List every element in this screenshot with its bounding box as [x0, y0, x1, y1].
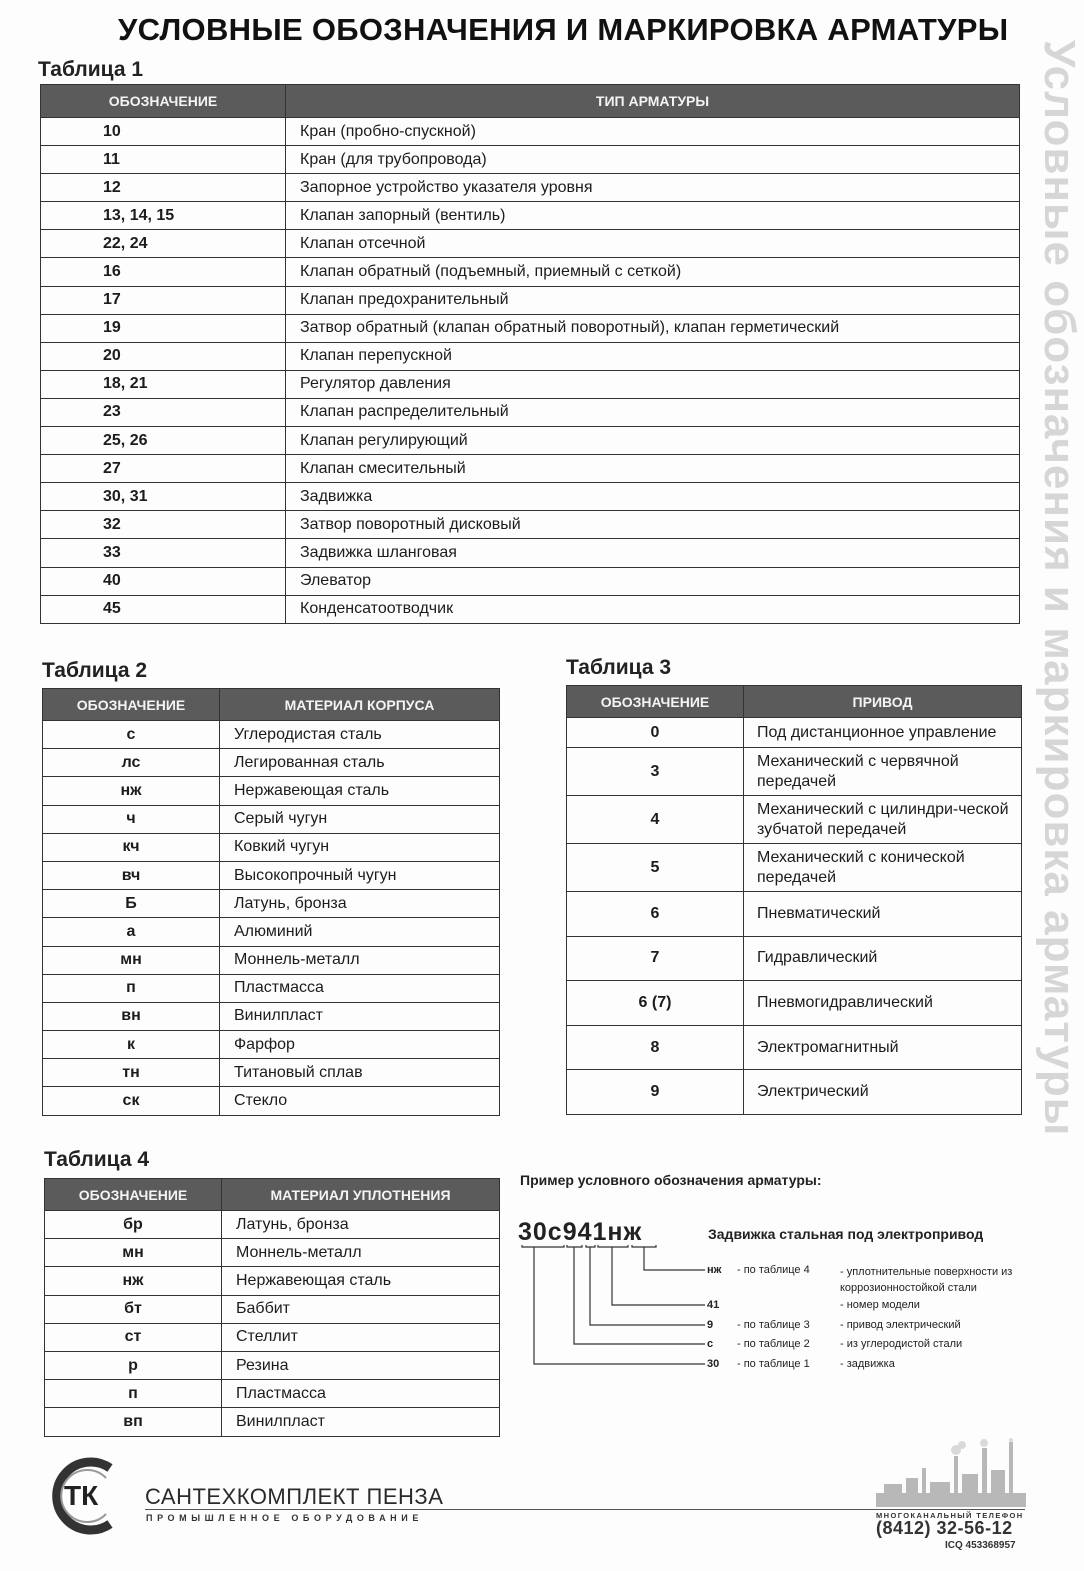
table-row — [41, 567, 1020, 595]
code-cell: 20 — [41, 342, 286, 370]
icq-number: ICQ 453368957 — [945, 1540, 1016, 1551]
table-row — [43, 777, 500, 805]
table-row — [567, 936, 1022, 981]
table-row — [43, 861, 500, 889]
description-cell: Клапан запорный (вентиль) — [286, 202, 1020, 230]
company-name: САНТЕХКОМПЛЕКТ ПЕНЗА — [145, 1484, 444, 1509]
code-cell: мн — [43, 946, 220, 974]
code-cell: ск — [43, 1087, 220, 1115]
description-cell: Механический с цилиндри-ческой зубчатой передачей — [744, 796, 1022, 844]
description-cell: Задвижка — [286, 483, 1020, 511]
table-row — [43, 833, 500, 861]
code-cell: ст — [45, 1323, 222, 1351]
code-cell: к — [43, 1031, 220, 1059]
legend-code: нж — [707, 1264, 722, 1276]
table-row — [41, 118, 1020, 146]
description-cell: Механический с червячной передачей — [744, 748, 1022, 796]
table-row — [43, 1002, 500, 1030]
column-header: ОБОЗНАЧЕНИЕ — [567, 686, 744, 718]
table1 — [40, 84, 1020, 624]
description-cell: Нержавеющая сталь — [222, 1267, 500, 1295]
description-cell: Клапан смесительный — [286, 455, 1020, 483]
column-header: ПРИВОД — [744, 686, 1022, 718]
table-row — [41, 202, 1020, 230]
legend-meaning: - номер модели — [840, 1299, 920, 1311]
code-cell: 4 — [567, 796, 744, 844]
code-cell: р — [45, 1351, 222, 1379]
table-row — [41, 483, 1020, 511]
code-cell: 33 — [41, 539, 286, 567]
code-cell: кч — [43, 833, 220, 861]
description-cell: Пластмасса — [222, 1380, 500, 1408]
legend-meaning: - привод электрический — [840, 1319, 961, 1331]
description-cell: Латунь, бронза — [220, 890, 500, 918]
code-cell: Б — [43, 890, 220, 918]
description-cell: Клапан распределительный — [286, 398, 1020, 426]
table-row — [567, 981, 1022, 1026]
description-cell: Латунь, бронза — [222, 1211, 500, 1239]
code-cell: 7 — [567, 936, 744, 981]
column-header: ТИП АРМАТУРЫ — [286, 85, 1020, 118]
table-row — [41, 398, 1020, 426]
table-row — [41, 539, 1020, 567]
table-row — [41, 342, 1020, 370]
factory-skyline-illustration — [876, 1438, 1026, 1508]
table-row — [41, 427, 1020, 455]
table-row — [45, 1351, 500, 1379]
description-cell: Стеллит — [222, 1323, 500, 1351]
table-row — [43, 974, 500, 1002]
table-row — [567, 1025, 1022, 1070]
code-cell: 40 — [41, 567, 286, 595]
table-row — [41, 511, 1020, 539]
code-cell: лс — [43, 749, 220, 777]
code-cell: 9 — [567, 1070, 744, 1115]
table-row — [567, 796, 1022, 844]
description-cell: Кран (для трубопровода) — [286, 146, 1020, 174]
table-row — [41, 146, 1020, 174]
example-code: 30с941нж — [518, 1218, 643, 1246]
table2 — [42, 688, 500, 1116]
description-cell: Пневматический — [744, 892, 1022, 937]
code-cell: 0 — [567, 718, 744, 748]
description-cell: Моннель-металл — [222, 1239, 500, 1267]
description-cell: Гидравлический — [744, 936, 1022, 981]
table-row — [45, 1267, 500, 1295]
page-title: УСЛОВНЫЕ ОБОЗНАЧЕНИЯ И МАРКИРОВКА АРМАТУРЫ — [118, 12, 1009, 47]
code-cell: 5 — [567, 844, 744, 892]
table-row — [45, 1239, 500, 1267]
description-cell: Элеватор — [286, 567, 1020, 595]
description-cell: Резина — [222, 1351, 500, 1379]
code-cell: 6 (7) — [567, 981, 744, 1026]
description-cell: Клапан предохранительный — [286, 286, 1020, 314]
table-row — [41, 595, 1020, 623]
column-header: ОБОЗНАЧЕНИЕ — [45, 1179, 222, 1211]
code-cell: бт — [45, 1295, 222, 1323]
example-bracket-diagram — [520, 1245, 710, 1370]
code-cell: вп — [45, 1408, 222, 1436]
table-row — [41, 174, 1020, 202]
code-cell: 11 — [41, 146, 286, 174]
legend-code: 41 — [707, 1299, 720, 1311]
table-row — [43, 1059, 500, 1087]
description-cell: Механический с конической передачей — [744, 844, 1022, 892]
description-cell: Электромагнитный — [744, 1025, 1022, 1070]
table-row — [567, 1070, 1022, 1115]
code-cell: 19 — [41, 314, 286, 342]
table-row — [41, 455, 1020, 483]
code-cell: тн — [43, 1059, 220, 1087]
description-cell: Ковкий чугун — [220, 833, 500, 861]
code-cell: 23 — [41, 398, 286, 426]
legend-ref: - по таблице 2 — [737, 1338, 810, 1350]
phone-label: МНОГОКАНАЛЬНЫЙ ТЕЛЕФОН — [876, 1511, 1024, 1520]
description-cell: Кран (пробно-спускной) — [286, 118, 1020, 146]
table1-title: Таблица 1 — [38, 58, 144, 81]
description-cell: Затвор поворотный дисковый — [286, 511, 1020, 539]
column-header: МАТЕРИАЛ УПЛОТНЕНИЯ — [222, 1179, 500, 1211]
code-cell: 30, 31 — [41, 483, 286, 511]
table-row — [43, 946, 500, 974]
description-cell: Клапан отсечной — [286, 230, 1020, 258]
description-cell: Пластмасса — [220, 974, 500, 1002]
code-cell: 17 — [41, 286, 286, 314]
code-cell: п — [45, 1380, 222, 1408]
legend-code: 9 — [707, 1319, 714, 1331]
table-row — [41, 258, 1020, 286]
company-subtitle: ПРОМЫШЛЕННОЕ ОБОРУДОВАНИЕ — [146, 1513, 423, 1523]
description-cell: Задвижка шланговая — [286, 539, 1020, 567]
code-cell: 25, 26 — [41, 427, 286, 455]
code-cell: 16 — [41, 258, 286, 286]
table-row — [45, 1408, 500, 1436]
table2-title: Таблица 2 — [42, 659, 148, 682]
code-cell: 32 — [41, 511, 286, 539]
table-row — [43, 918, 500, 946]
legend-meaning: - задвижка — [840, 1358, 895, 1370]
description-cell: Электрический — [744, 1070, 1022, 1115]
description-cell: Нержавеющая сталь — [220, 777, 500, 805]
code-cell: 3 — [567, 748, 744, 796]
table-row — [567, 748, 1022, 796]
code-cell: вч — [43, 861, 220, 889]
example-title: Задвижка стальная под электропривод — [708, 1226, 984, 1242]
table-row — [45, 1380, 500, 1408]
description-cell: Винилпласт — [222, 1408, 500, 1436]
description-cell: Пневмогидравлический — [744, 981, 1022, 1026]
legend-ref: - по таблице 3 — [737, 1319, 810, 1331]
table-row — [567, 718, 1022, 748]
svg-text:ТК: ТК — [64, 1480, 99, 1511]
table3-title: Таблица 3 — [566, 656, 672, 679]
table-row — [43, 1087, 500, 1115]
legend-meaning: - уплотнительные поверхности из коррозионностойкой стали — [840, 1266, 1013, 1294]
description-cell: Легированная сталь — [220, 749, 500, 777]
table-row — [41, 230, 1020, 258]
description-cell: Моннель-металл — [220, 946, 500, 974]
description-cell: Алюминий — [220, 918, 500, 946]
code-cell: 27 — [41, 455, 286, 483]
code-cell: с — [43, 721, 220, 749]
code-cell: 45 — [41, 595, 286, 623]
example-heading: Пример условного обозначения арматуры: — [520, 1172, 822, 1188]
column-header: МАТЕРИАЛ КОРПУСА — [220, 689, 500, 721]
table-row — [567, 844, 1022, 892]
description-cell: Под дистанционное управление — [744, 718, 1022, 748]
column-header: ОБОЗНАЧЕНИЕ — [41, 85, 286, 118]
code-cell: 13, 14, 15 — [41, 202, 286, 230]
table-row — [41, 370, 1020, 398]
description-cell: Запорное устройство указателя уровня — [286, 174, 1020, 202]
column-header: ОБОЗНАЧЕНИЕ — [43, 689, 220, 721]
table-row — [41, 314, 1020, 342]
description-cell: Регулятор давления — [286, 370, 1020, 398]
code-cell: 22, 24 — [41, 230, 286, 258]
description-cell: Фарфор — [220, 1031, 500, 1059]
description-cell: Клапан регулирующий — [286, 427, 1020, 455]
table-row — [567, 892, 1022, 937]
code-cell: нж — [45, 1267, 222, 1295]
description-cell: Серый чугун — [220, 805, 500, 833]
code-cell: 18, 21 — [41, 370, 286, 398]
table-row — [45, 1295, 500, 1323]
description-cell: Клапан обратный (подъемный, приемный с сеткой) — [286, 258, 1020, 286]
description-cell: Высокопрочный чугун — [220, 861, 500, 889]
code-cell: 10 — [41, 118, 286, 146]
code-cell: вн — [43, 1002, 220, 1030]
divider — [145, 1509, 1025, 1510]
legend-code: с — [707, 1338, 714, 1350]
code-cell: 6 — [567, 892, 744, 937]
table4 — [44, 1178, 500, 1437]
code-cell: 8 — [567, 1025, 744, 1070]
code-cell: а — [43, 918, 220, 946]
legend-code: 30 — [707, 1358, 720, 1370]
table-row — [43, 890, 500, 918]
code-cell: нж — [43, 777, 220, 805]
table-row — [43, 749, 500, 777]
table-row — [43, 805, 500, 833]
table-row — [45, 1211, 500, 1239]
side-watermark: Условные обозначения и маркировка арматуры — [1035, 40, 1084, 1137]
table4-title: Таблица 4 — [44, 1148, 150, 1171]
description-cell: Углеродистая сталь — [220, 721, 500, 749]
table-row — [45, 1323, 500, 1351]
table-row — [43, 1031, 500, 1059]
description-cell: Титановый сплав — [220, 1059, 500, 1087]
table-row — [43, 721, 500, 749]
description-cell: Винилпласт — [220, 1002, 500, 1030]
description-cell: Стекло — [220, 1087, 500, 1115]
code-cell: ч — [43, 805, 220, 833]
code-cell: 12 — [41, 174, 286, 202]
legend-ref: - по таблице 1 — [737, 1358, 810, 1370]
description-cell: Затвор обратный (клапан обратный поворотный), клапан герметический — [286, 314, 1020, 342]
description-cell: Баббит — [222, 1295, 500, 1323]
code-cell: п — [43, 974, 220, 1002]
description-cell: Клапан перепускной — [286, 342, 1020, 370]
legend-meaning: - из углеродистой стали — [840, 1338, 963, 1350]
code-cell: бр — [45, 1211, 222, 1239]
description-cell: Конденсатоотводчик — [286, 595, 1020, 623]
table3 — [566, 685, 1022, 1115]
legend-ref: - по таблице 4 — [737, 1264, 810, 1276]
code-cell: мн — [45, 1239, 222, 1267]
table-row — [41, 286, 1020, 314]
company-logo — [40, 1452, 140, 1542]
phone-number: (8412) 32-56-12 — [876, 1518, 1013, 1538]
